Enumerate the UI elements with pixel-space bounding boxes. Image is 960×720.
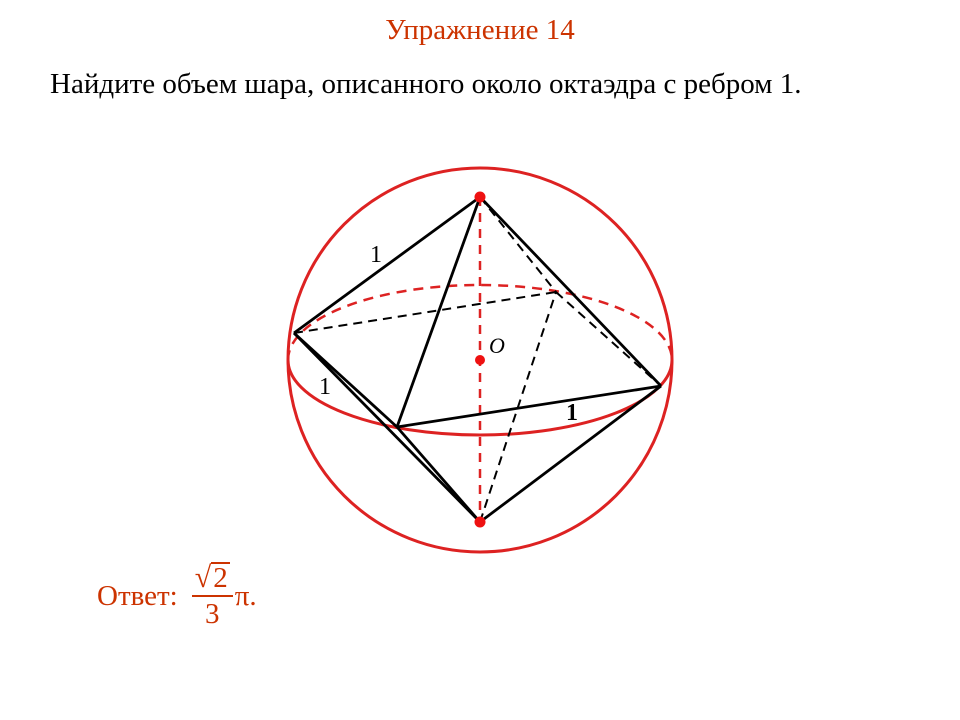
- edge-label-upper-left: 1: [370, 242, 382, 268]
- sqrt-symbol: √: [194, 560, 212, 594]
- answer-label: Ответ:: [97, 579, 178, 612]
- edge-label-bottom: 1: [566, 400, 578, 426]
- answer-fraction: [192, 562, 233, 631]
- fraction-denominator: 3: [204, 597, 220, 630]
- center-label: O: [489, 333, 505, 358]
- fraction-numerator: [192, 562, 233, 597]
- problem-statement: Найдите объем шара, описанного около октаэдра с ребром 1.: [50, 68, 802, 100]
- top-vertex-point: [475, 192, 486, 203]
- center-point: [475, 355, 485, 365]
- exercise-title: Упражнение 14: [385, 14, 575, 46]
- answer-block: [97, 556, 257, 636]
- bottom-vertex-point: [475, 517, 486, 528]
- answer-suffix: π.: [234, 579, 257, 612]
- edge-label-left: 1: [319, 374, 331, 400]
- sqrt-radicand: 2: [213, 561, 228, 594]
